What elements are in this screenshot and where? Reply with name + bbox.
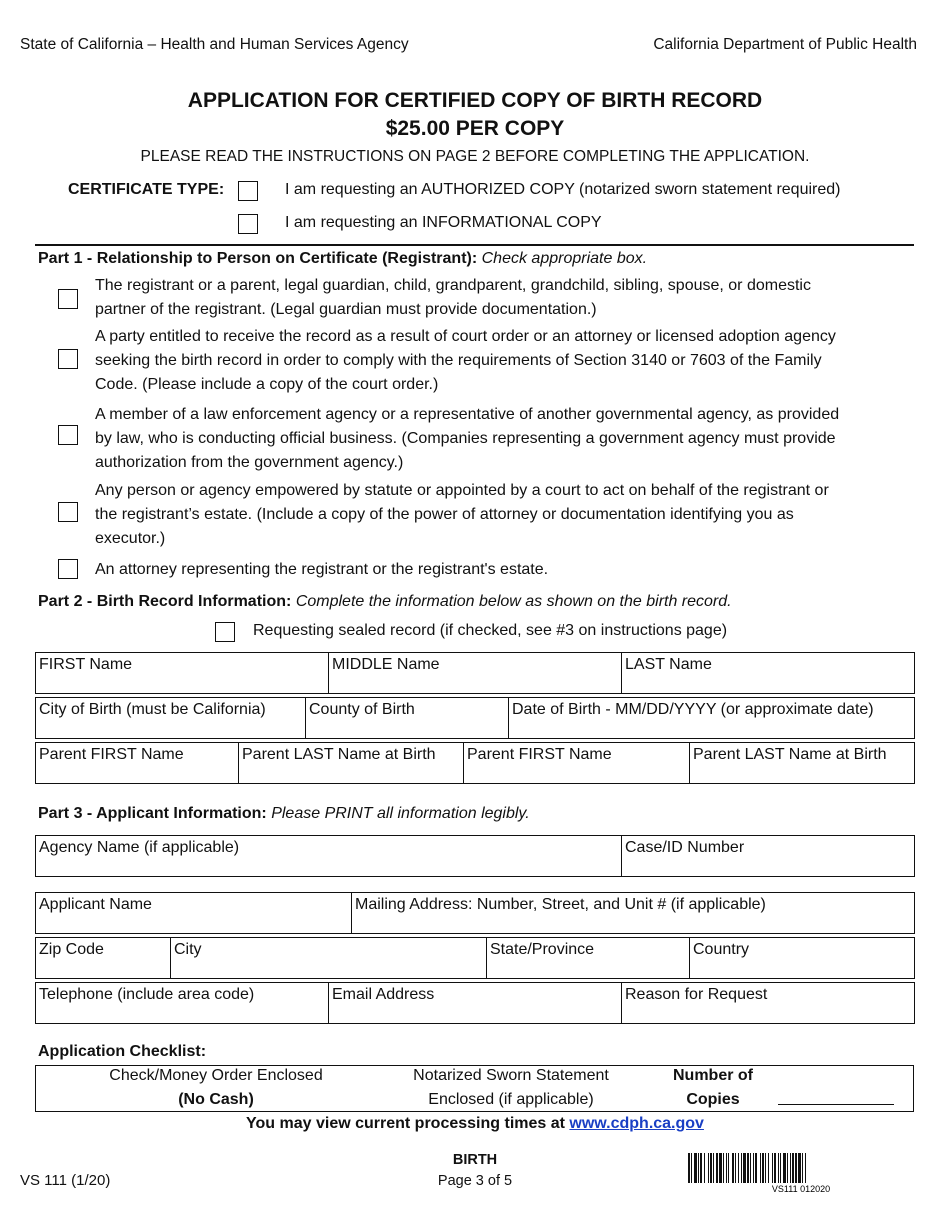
part1-title: Part 1 - Relationship to Person on Certificate (Registrant):	[38, 250, 478, 267]
last-name-field: LAST Name	[622, 653, 915, 694]
barcode-bar	[783, 1153, 786, 1183]
option-line: the registrant’s estate. (Include a copy of the power of attorney or documentation identifying you as	[95, 506, 794, 523]
barcode-bars	[688, 1153, 806, 1183]
part2-title: Part 2 - Birth Record Information:	[38, 593, 292, 610]
barcode-bar	[694, 1153, 697, 1183]
email-field: Email Address	[329, 983, 622, 1024]
option-line: A party entitled to receive the record as a result of court order or an attorney or licensed adoption agency	[95, 328, 836, 345]
date-of-birth-input[interactable]	[512, 720, 911, 736]
zip-code-field: Zip Code	[36, 938, 171, 979]
option-line: Any person or agency empowered by statute or appointed by a court to act on behalf of the registrant or	[95, 482, 829, 499]
birth-record-name-row	[35, 652, 915, 694]
cdph-website-link[interactable]: www.cdph.ca.gov	[569, 1115, 704, 1132]
barcode-bar	[704, 1153, 705, 1183]
case-id-input[interactable]	[625, 858, 911, 874]
parent1-first-name-field: Parent FIRST Name	[36, 743, 239, 784]
city-field: City	[171, 938, 487, 979]
barcode-bar	[795, 1153, 797, 1183]
reason-for-request-input[interactable]	[625, 1005, 911, 1021]
option-line: by law, who is conducting official business. (Companies representing a government agency must provide	[95, 430, 836, 447]
county-of-birth-input[interactable]	[309, 720, 505, 736]
relationship-law-enforcement-checkbox[interactable]	[58, 425, 78, 445]
informational-copy-label: I am requesting an INFORMATIONAL COPY	[285, 214, 602, 231]
telephone-input[interactable]	[39, 1005, 325, 1021]
applicant-name-input[interactable]	[39, 915, 348, 931]
barcode-bar	[774, 1153, 776, 1183]
parent1-first-name-input[interactable]	[39, 765, 235, 781]
no-cash-label: (No Cash)	[178, 1091, 254, 1108]
sealed-record-checkbox[interactable]	[215, 622, 235, 642]
first-name-field: FIRST Name	[36, 653, 329, 694]
checklist-title: Application Checklist:	[38, 1043, 207, 1060]
barcode-bar	[805, 1153, 806, 1183]
sworn-statement-enclosed-label: Enclosed (if applicable)	[428, 1091, 594, 1108]
authorized-copy-checkbox[interactable]	[238, 181, 258, 201]
barcode-bar	[735, 1153, 736, 1183]
date-of-birth-field: Date of Birth - MM/DD/YYYY (or approximate date)	[509, 698, 915, 739]
mailing-address-field: Mailing Address: Number, Street, and Unit # (if applicable)	[352, 893, 915, 934]
barcode-bar	[710, 1153, 712, 1183]
barcode-bar	[698, 1153, 699, 1183]
relationship-court-order-checkbox[interactable]	[58, 349, 78, 369]
applicant-row	[35, 892, 915, 934]
option-line: A member of a law enforcement agency or a representative of another governmental agency, as provided	[95, 406, 840, 423]
barcode-bar	[723, 1153, 724, 1183]
sealed-record-label: Requesting sealed record (if checked, see #3 on instructions page)	[253, 622, 728, 639]
telephone-field: Telephone (include area code)	[36, 983, 329, 1024]
contact-row	[35, 982, 915, 1024]
parent2-last-name-input[interactable]	[693, 765, 911, 781]
agency-header: State of California – Health and Human Services Agency	[20, 36, 409, 53]
part2-heading	[38, 593, 732, 611]
mailing-address-input[interactable]	[355, 915, 911, 931]
barcode-bar	[750, 1153, 751, 1183]
parent1-last-name-input[interactable]	[242, 765, 460, 781]
country-input[interactable]	[693, 960, 911, 976]
county-of-birth-field: County of Birth	[306, 698, 509, 739]
number-of-copies-label: Number of	[673, 1067, 753, 1084]
parent1-last-name-field: Parent LAST Name at Birth	[239, 743, 464, 784]
form-id: VS 111 (1/20)	[20, 1172, 111, 1189]
agency-name-field: Agency Name (if applicable)	[36, 836, 622, 877]
barcode-bar	[688, 1153, 690, 1183]
option-line: executor.)	[95, 530, 166, 547]
barcode-bar	[768, 1153, 769, 1183]
state-province-field: State/Province	[487, 938, 690, 979]
application-checklist	[35, 1065, 914, 1112]
middle-name-input[interactable]	[332, 675, 618, 691]
read-instructions-note: PLEASE READ THE INSTRUCTIONS ON PAGE 2 BEFORE COMPLETING THE APPLICATION.	[140, 148, 810, 165]
parents-row	[35, 742, 915, 784]
address-row	[35, 937, 915, 979]
part3-hint: Please PRINT all information legibly.	[271, 805, 530, 822]
barcode-bar	[765, 1153, 766, 1183]
part2-hint: Complete the information below as shown on the birth record.	[295, 593, 732, 610]
barcode-bar	[732, 1153, 734, 1183]
part3-title: Part 3 - Applicant Information:	[38, 805, 267, 822]
barcode-bar	[716, 1153, 718, 1183]
barcode-bar	[780, 1153, 781, 1183]
city-of-birth-input[interactable]	[39, 720, 302, 736]
applicant-name-field: Applicant Name	[36, 893, 352, 934]
zip-code-input[interactable]	[39, 960, 167, 976]
processing-times-text: You may view current processing times at	[246, 1115, 570, 1132]
barcode-bar	[747, 1153, 749, 1183]
informational-copy-checkbox[interactable]	[238, 214, 258, 234]
agency-name-input[interactable]	[39, 858, 618, 874]
agency-row	[35, 835, 915, 877]
part1-heading	[38, 250, 647, 268]
section-label: BIRTH	[452, 1152, 498, 1168]
sworn-statement-label: Notarized Sworn Statement	[413, 1067, 609, 1084]
middle-name-field: MIDDLE Name	[329, 653, 622, 694]
parent2-last-name-field: Parent LAST Name at Birth	[690, 743, 915, 784]
parent2-first-name-field: Parent FIRST Name	[464, 743, 690, 784]
barcode-bar	[713, 1153, 714, 1183]
barcode-bar	[728, 1153, 729, 1183]
option-line: An attorney representing the registrant or the registrant's estate.	[95, 561, 549, 578]
barcode	[688, 1153, 914, 1193]
barcode-bar	[743, 1153, 746, 1183]
relationship-option-4	[95, 479, 829, 551]
option-line: authorization from the government agency.)	[95, 454, 404, 471]
parent2-first-name-input[interactable]	[467, 765, 686, 781]
barcode-bar	[802, 1153, 803, 1183]
processing-times-note	[0, 1115, 950, 1133]
barcode-bar	[787, 1153, 788, 1183]
price-per-copy: $25.00 PER COPY	[385, 117, 565, 140]
part3-heading	[38, 805, 530, 823]
page-number: Page 3 of 5	[437, 1173, 513, 1189]
barcode-bar	[778, 1153, 779, 1183]
last-name-input[interactable]	[625, 675, 911, 691]
barcode-bar	[753, 1153, 754, 1183]
email-input[interactable]	[332, 1005, 618, 1021]
option-line: The registrant or a parent, legal guardian, child, grandparent, grandchild, sibling, spouse, or domestic	[95, 277, 811, 294]
barcode-bar	[798, 1153, 801, 1183]
section-divider	[35, 244, 914, 246]
relationship-attorney-checkbox[interactable]	[58, 559, 78, 579]
birth-place-row	[35, 697, 915, 739]
department-header: California Department of Public Health	[653, 36, 917, 53]
relationship-option-5	[95, 558, 548, 582]
certificate-type-label: CERTIFICATE TYPE:	[68, 181, 225, 198]
option-line: seeking the birth record in order to comply with the requirements of Section 3140 or 7603 of the Family	[95, 352, 822, 369]
barcode-bar	[700, 1153, 702, 1183]
copies-label: Copies	[686, 1091, 740, 1108]
city-input[interactable]	[174, 960, 483, 976]
barcode-bar	[772, 1153, 773, 1183]
relationship-option-2	[95, 325, 836, 397]
city-of-birth-field: City of Birth (must be California)	[36, 698, 306, 739]
option-line: Code. (Please include a copy of the court order.)	[95, 376, 439, 393]
reason-for-request-field: Reason for Request	[622, 983, 915, 1024]
barcode-bar	[792, 1153, 794, 1183]
barcode-bar	[760, 1153, 761, 1183]
relationship-registrant-family-checkbox[interactable]	[58, 289, 78, 309]
number-of-copies-input[interactable]	[778, 1086, 894, 1105]
part1-hint: Check appropriate box.	[481, 250, 648, 267]
barcode-bar	[755, 1153, 757, 1183]
relationship-option-1	[95, 274, 811, 322]
barcode-bar	[762, 1153, 764, 1183]
barcode-bar	[708, 1153, 709, 1183]
first-name-input[interactable]	[39, 675, 325, 691]
barcode-bar	[738, 1153, 739, 1183]
barcode-text: VS111 012020	[771, 1184, 831, 1193]
check-money-order-label: Check/Money Order Enclosed	[109, 1067, 323, 1084]
barcode-bar	[726, 1153, 727, 1183]
barcode-bar	[790, 1153, 791, 1183]
country-field: Country	[690, 938, 915, 979]
option-line: partner of the registrant. (Legal guardian must provide documentation.)	[95, 301, 597, 318]
case-id-field: Case/ID Number	[622, 836, 915, 877]
form-title: APPLICATION FOR CERTIFIED COPY OF BIRTH RECORD	[187, 89, 763, 112]
relationship-empowered-agent-checkbox[interactable]	[58, 502, 78, 522]
relationship-option-3	[95, 403, 839, 475]
barcode-bar	[741, 1153, 742, 1183]
authorized-copy-label: I am requesting an AUTHORIZED COPY (notarized sworn statement required)	[285, 181, 841, 198]
barcode-bar	[719, 1153, 722, 1183]
state-province-input[interactable]	[490, 960, 686, 976]
barcode-bar	[691, 1153, 692, 1183]
